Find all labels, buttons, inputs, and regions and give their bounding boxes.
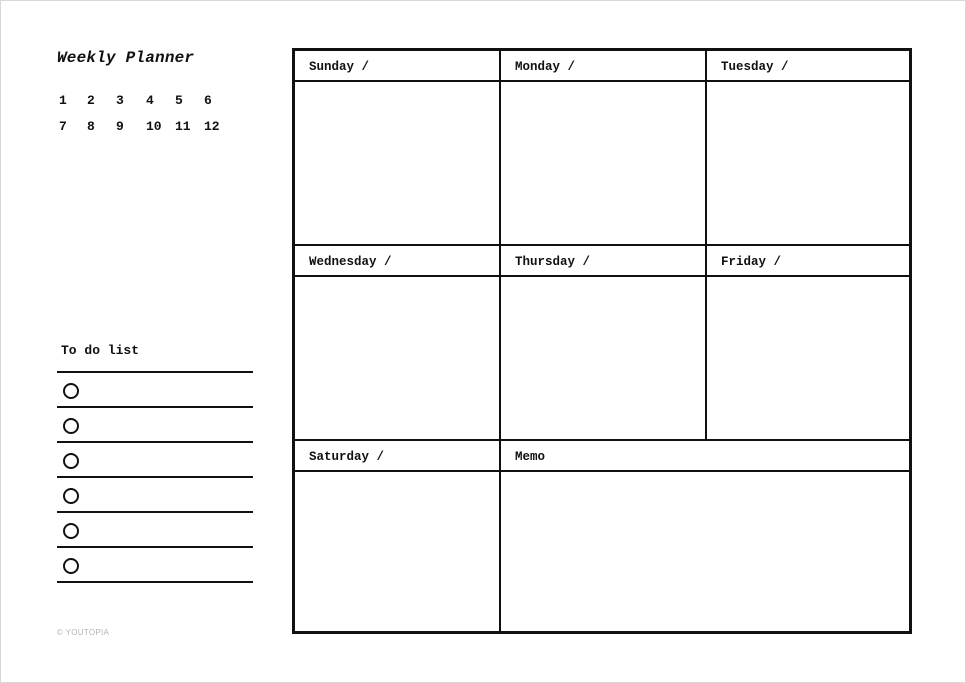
checkbox-circle-icon[interactable]	[63, 488, 79, 504]
day-label-wednesday: Wednesday /	[295, 246, 499, 277]
month-11[interactable]: 11	[175, 119, 191, 134]
todo-list	[57, 371, 253, 583]
month-5[interactable]: 5	[175, 93, 183, 108]
checkbox-circle-icon[interactable]	[63, 558, 79, 574]
day-notes-saturday[interactable]	[295, 472, 499, 631]
brand-watermark: © YOUTOPIA	[57, 628, 110, 637]
week-grid	[292, 48, 912, 634]
checkbox-circle-icon[interactable]	[63, 418, 79, 434]
checkbox-circle-icon[interactable]	[63, 383, 79, 399]
memo-cell	[501, 441, 909, 631]
month-10[interactable]: 10	[146, 119, 162, 134]
day-notes-wednesday[interactable]	[295, 277, 499, 439]
checkbox-circle-icon[interactable]	[63, 453, 79, 469]
memo-notes[interactable]	[501, 472, 909, 631]
month-4[interactable]: 4	[146, 93, 154, 108]
day-label-tuesday: Tuesday /	[707, 51, 909, 82]
day-cell-thursday	[501, 246, 707, 441]
day-label-monday: Monday /	[501, 51, 705, 82]
page-title: Weekly Planner	[57, 49, 195, 67]
day-cell-wednesday	[295, 246, 501, 441]
todo-item[interactable]	[57, 408, 253, 443]
month-3[interactable]: 3	[116, 93, 124, 108]
day-notes-tuesday[interactable]	[707, 82, 909, 244]
todo-item[interactable]	[57, 443, 253, 478]
day-cell-monday	[501, 51, 707, 246]
memo-label: Memo	[501, 441, 909, 472]
month-12[interactable]: 12	[204, 119, 220, 134]
day-cell-friday	[707, 246, 909, 441]
todo-item[interactable]	[57, 513, 253, 548]
day-cell-sunday	[295, 51, 501, 246]
month-2[interactable]: 2	[87, 93, 95, 108]
day-notes-sunday[interactable]	[295, 82, 499, 244]
month-6[interactable]: 6	[204, 93, 212, 108]
day-notes-friday[interactable]	[707, 277, 909, 439]
month-9[interactable]: 9	[116, 119, 124, 134]
month-selector	[59, 93, 233, 134]
todo-item[interactable]	[57, 373, 253, 408]
day-label-saturday: Saturday /	[295, 441, 499, 472]
day-cell-tuesday	[707, 51, 909, 246]
day-label-friday: Friday /	[707, 246, 909, 277]
day-notes-monday[interactable]	[501, 82, 705, 244]
checkbox-circle-icon[interactable]	[63, 523, 79, 539]
todo-item[interactable]	[57, 548, 253, 583]
day-label-sunday: Sunday /	[295, 51, 499, 82]
day-notes-thursday[interactable]	[501, 277, 705, 439]
month-1[interactable]: 1	[59, 93, 67, 108]
day-cell-saturday	[295, 441, 501, 631]
todo-list-title: To do list	[61, 343, 140, 358]
month-8[interactable]: 8	[87, 119, 95, 134]
day-label-thursday: Thursday /	[501, 246, 705, 277]
month-7[interactable]: 7	[59, 119, 67, 134]
todo-item[interactable]	[57, 478, 253, 513]
